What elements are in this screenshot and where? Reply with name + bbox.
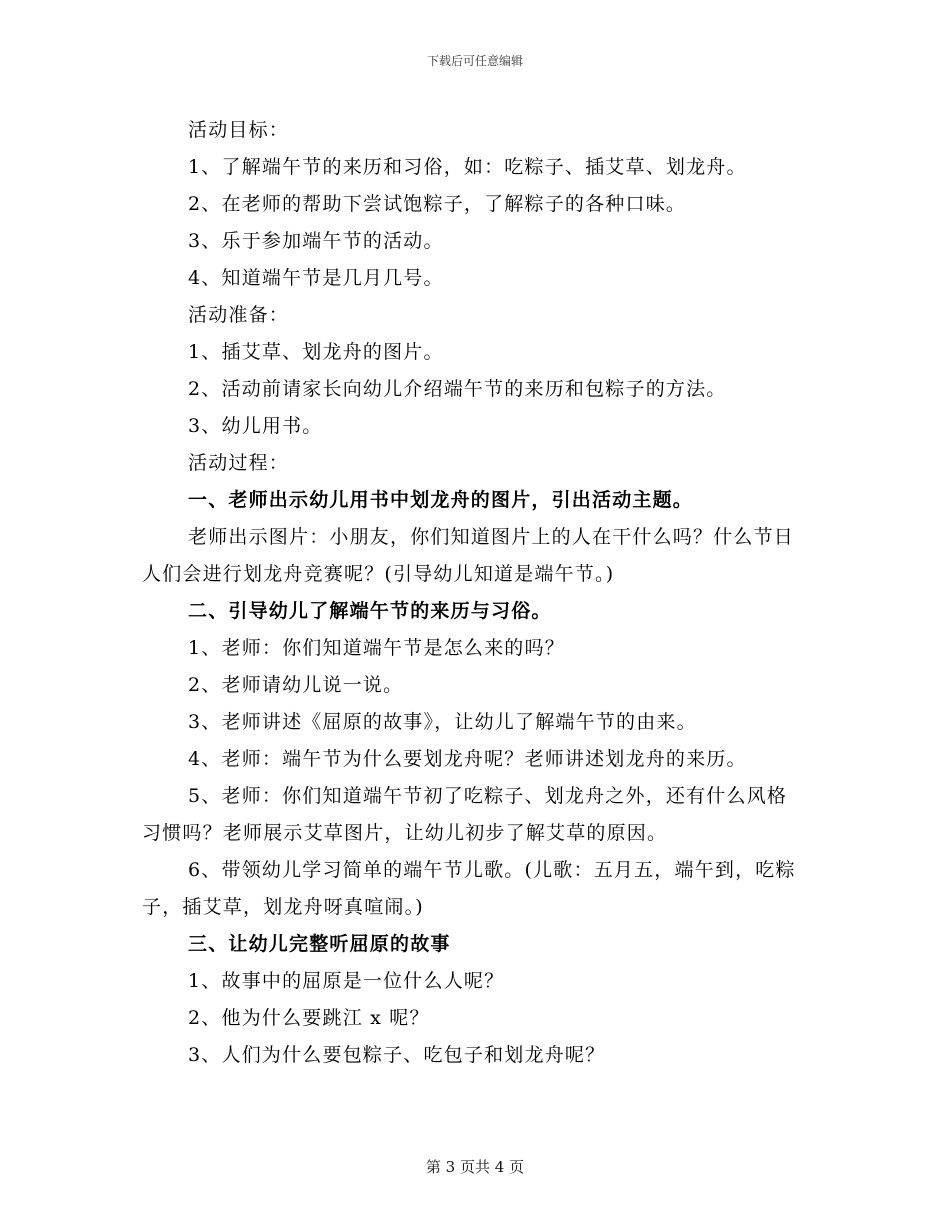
step2-item-2: 2、老师请幼儿说一说。 [188,674,404,696]
step2-item-4: 4、老师：端午节为什么要划龙舟呢？老师讲述划龙舟的来历。 [188,748,747,770]
page-header: 下载后可任意编辑 [426,54,523,68]
prep-item-2: 2、活动前请家长向幼儿介绍端午节的来历和包粽子的方法。 [188,378,727,400]
goal-heading: 活动目标： [188,119,290,141]
step3-item-1: 1、故事中的屈原是一位什么人呢？ [188,970,505,992]
step2-heading: 二、引导幼儿了解端午节的来历与习俗。 [188,600,552,622]
goal-item-3: 3、乐于参加端午节的活动。 [188,230,444,252]
prep-heading: 活动准备： [188,304,290,326]
goal-item-1: 1、了解端午节的来历和习俗，如：吃粽子、插艾草、划龙舟。 [188,156,747,178]
document-body [142,112,807,1074]
step2-item-5: 5、老师：你们知道端午节初了吃粽子、划龙舟之外，还有什么风格习惯吗？老师展示艾草图片，让幼儿初步了解艾草的原因。 [142,785,788,844]
step3-item-2: 2、他为什么要跳江 x 呢？ [188,1007,430,1029]
goal-item-2: 2、在老师的帮助下尝试饱粽子，了解粽子的各种口味。 [188,193,687,215]
goal-item-4: 4、知道端午节是几月几号。 [188,267,444,289]
prep-item-1: 1、插艾草、划龙舟的图片。 [188,341,444,363]
prep-item-3: 3、幼儿用书。 [188,415,323,437]
process-heading: 活动过程： [188,452,290,474]
step2-item-6: 6、带领幼儿学习简单的端午节儿歌。(儿歌：五月五，端午到，吃粽子，插艾草，划龙舟呀真喧闹。) [142,859,796,918]
step2-item-1: 1、老师：你们知道端午节是怎么来的吗？ [188,637,565,659]
step1-heading: 一、老师出示幼儿用书中划龙舟的图片，引出活动主题。 [188,489,694,511]
step3-item-3: 3、人们为什么要包粽子、吃包子和划龙舟呢？ [188,1044,606,1066]
step3-heading: 三、让幼儿完整听屈原的故事 [188,933,451,955]
page-footer: 第 3 页共 4 页 [425,1158,525,1176]
step1-paragraph: 老师出示图片：小朋友，你们知道图片上的人在干什么吗？什么节日人们会进行划龙舟竞赛呢？(引导幼儿知道是端午节。) [142,526,795,585]
step2-item-3: 3、老师讲述《屈原的故事》，让幼儿了解端午节的由来。 [188,711,697,733]
